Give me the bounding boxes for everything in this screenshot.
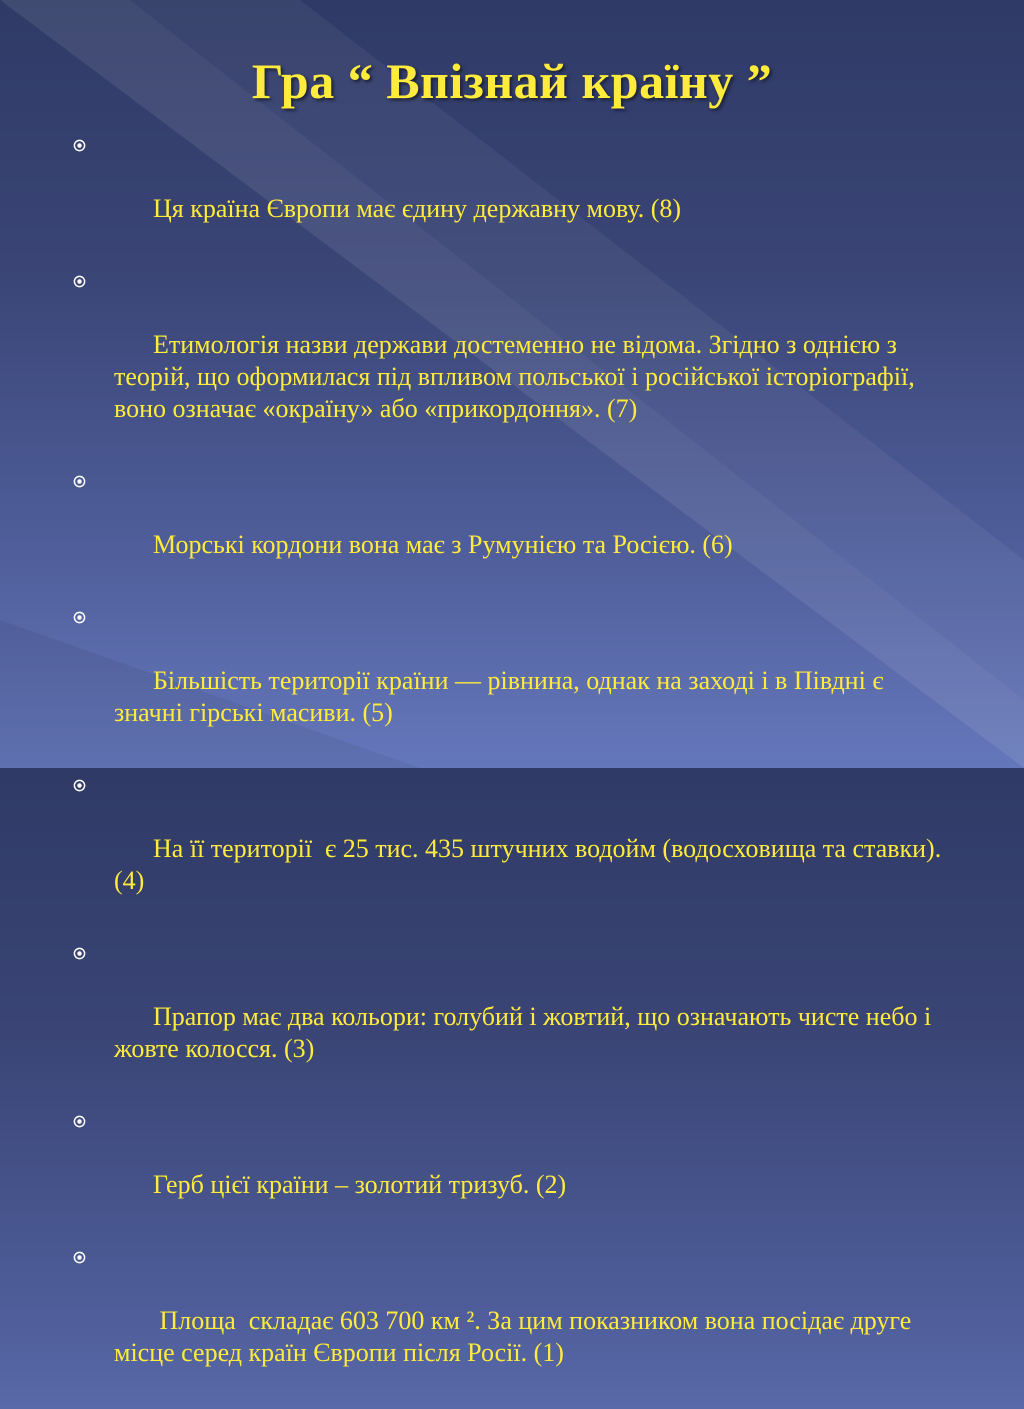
bullet-item bbox=[70, 937, 950, 1097]
bullet-text: Ця країна Європи має єдину державну мову. (8) bbox=[153, 194, 682, 223]
bullet-item bbox=[70, 769, 950, 929]
bullet-text: Більшість території країни — рівнина, однак на заході і в Півдні є значні гірські масиви. (5) bbox=[114, 666, 890, 727]
bullet-item bbox=[70, 129, 950, 257]
circled-dot-bullet-icon bbox=[73, 611, 86, 624]
bullet-text: Морські кордони вона має з Румунією та Росією. (6) bbox=[153, 530, 733, 559]
bullet-text: Площа складає 603 700 км ². За цим показником вона посідає друге місце серед країн Європи після Росії. (1) bbox=[114, 1306, 918, 1367]
bullet-item bbox=[70, 265, 950, 457]
bullet-item bbox=[70, 1241, 950, 1401]
bullet-text: На її території є 25 тис. 435 штучних водойм (водосховища та ставки). (4) bbox=[114, 834, 948, 895]
circled-dot-bullet-icon bbox=[73, 139, 86, 152]
bullet-item bbox=[70, 465, 950, 593]
bullet-item bbox=[70, 601, 950, 761]
bullet-text: Етимологія назви держави достеменно не відома. Згідно з однією з теорій, що оформилася під впливом польської і російської історіографії, воно означає «окраїну» або «прикордоння». (7) bbox=[114, 330, 922, 423]
circled-dot-bullet-icon bbox=[73, 779, 86, 792]
circled-dot-bullet-icon bbox=[73, 947, 86, 960]
circled-dot-bullet-icon bbox=[73, 475, 86, 488]
circled-dot-bullet-icon bbox=[73, 1251, 86, 1264]
slide-title: Гра “ Впізнай країну ” bbox=[251, 53, 773, 109]
circled-dot-bullet-icon bbox=[73, 275, 86, 288]
bullet-item bbox=[70, 1105, 950, 1233]
circled-dot-bullet-icon bbox=[73, 1115, 86, 1128]
bullet-text: Герб цієї країни – золотий тризуб. (2) bbox=[153, 1170, 567, 1199]
bullet-text: Прапор має два кольори: голубий і жовтий, що означають чисте небо і жовте колосся. (3) bbox=[114, 1002, 938, 1063]
bullet-list bbox=[70, 129, 950, 1409]
